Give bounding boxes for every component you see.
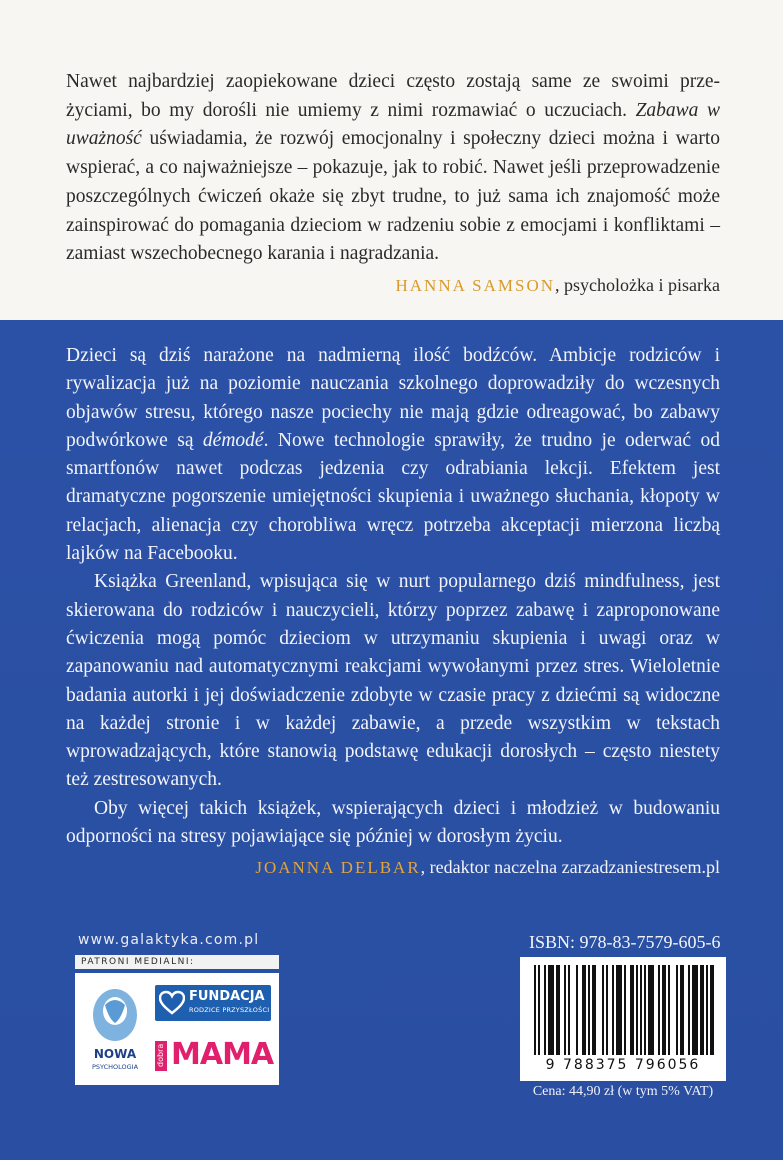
author-name: JOANNA DELBAR bbox=[255, 858, 421, 878]
top-quote-section bbox=[0, 0, 783, 320]
quote-line-3: uświadamia, że rozwój emocjonalny i społeczny dzieci można i warto wspierać, a co najważniejsze – pokazuje, jak to robić. Nawet jeśli przeprowadzenie poszczególnych ćwiczeń okaże się zbyt trudne, to już sama ich znajomość może zainspirować do pomagania dzieciom w radzeniu sobie z emocjami i konfliktami – zamiast wszechobecnego karania i nagradzania. bbox=[66, 128, 720, 265]
blue-description-section bbox=[0, 320, 783, 1160]
rodzice-przyszlosci-text: RODZICE PRZYSZŁOŚCI bbox=[189, 1006, 270, 1014]
barcode bbox=[520, 957, 726, 1081]
psychologia-text: PSYCHOLOGIA bbox=[91, 1063, 139, 1071]
paragraph-1-part-b: . Nowe technologie sprawiły, że trudno je oderwać od smartfonów nawet podczas jedzenia czy odrabiania lekcji. Efektem jest dramatyczne pogorszenie umiejętności skupienia i uważnego słuchania, kłopoty w relacjach, alienacja czy chorobliwa wręcz potrzeba akceptacji mierzona liczbą lajków na Facebooku. bbox=[66, 429, 721, 565]
paragraph-1 bbox=[66, 342, 720, 568]
author-role: , psycholożka i pisarka bbox=[555, 274, 720, 295]
fundacja-logo bbox=[155, 985, 271, 1021]
author-name: HANNA SAMSON bbox=[395, 275, 556, 295]
paragraph-3: Oby więcej takich książek, wspierających dzieci i młodzież w budowaniu odporności na stresy pojawiające się później w dorosłym życiu. bbox=[66, 797, 720, 848]
heart-icon bbox=[159, 990, 185, 1016]
dobra-text: dobra bbox=[156, 1043, 165, 1067]
quote-line-1: Nawet najbardziej zaopiekowane dzieci często zostają same ze swoimi prze- bbox=[66, 71, 720, 92]
fundacja-text: FUNDACJA bbox=[189, 989, 265, 1004]
top-quote bbox=[66, 68, 720, 301]
paragraph-2: Książka Greenland, wpisująca się w nurt popularnego dziś mindfulness, jest skierowana do rodziców i nauczycieli, którzy poprzez zabawę i zaproponowane ćwiczenia mogą pomóc dzieciom w utrzymaniu skupienia i uwagi oraz w zapanowaniu nad automatycznymi reakcjami wywołanymi przez stres. Wieloletnie badania autorki i jej doświadczenie zdobyte w czasie pracy z dziećmi są widoczne na każdej stronie i w każdej zabawie, a przede wszystkim w tekstach wprowadzających, które stanowią podstawę edukacji dorosłych – często niestety też zestresowanych. bbox=[66, 571, 720, 791]
paragraph-1-part-a: Dzieci są dziś narażone na nadmierną ilość bodźców. Ambicje rodziców i rywalizacja już na poziomie nauczania szkolnego doprowadziły do wczesnych objawów stresu, którego nasze pociechy nie mają gdzie odreagować, bo zabawy podwórkowe są bbox=[66, 345, 720, 451]
barcode-bars bbox=[520, 957, 726, 1057]
author-role: , redaktor naczelna zarzadzaniestresem.pl bbox=[420, 857, 720, 878]
dobra-mama-logo bbox=[155, 1037, 274, 1081]
price: Cena: 44,90 zł (w tym 5% VAT) bbox=[532, 1084, 714, 1099]
description-signature bbox=[66, 853, 720, 882]
dobra-badge bbox=[155, 1041, 167, 1071]
patrons-label: PATRONI MEDIALNI: bbox=[75, 955, 279, 969]
paragraph-1-italic: démodé bbox=[202, 429, 264, 451]
mama-text: MAMA bbox=[171, 1037, 274, 1072]
publisher-url[interactable]: www.galaktyka.com.pl bbox=[78, 932, 260, 948]
top-quote-signature bbox=[66, 271, 720, 301]
barcode-digits: 9 788375 796056 bbox=[545, 1057, 701, 1073]
top-quote-text bbox=[66, 68, 720, 269]
media-patrons-box bbox=[75, 973, 279, 1085]
nowa-text: NOWA bbox=[93, 1047, 137, 1061]
isbn: ISBN: 978-83-7579-605-6 bbox=[529, 932, 721, 952]
quote-line-2: życiami, bo my dorośli nie umiemy z nimi rozmawiać o uczuciach. bbox=[66, 99, 636, 121]
description-text bbox=[66, 342, 720, 883]
nowa-psychologia-logo bbox=[85, 985, 145, 1077]
book-title-italic: Zabawa w uważność bbox=[66, 99, 720, 150]
